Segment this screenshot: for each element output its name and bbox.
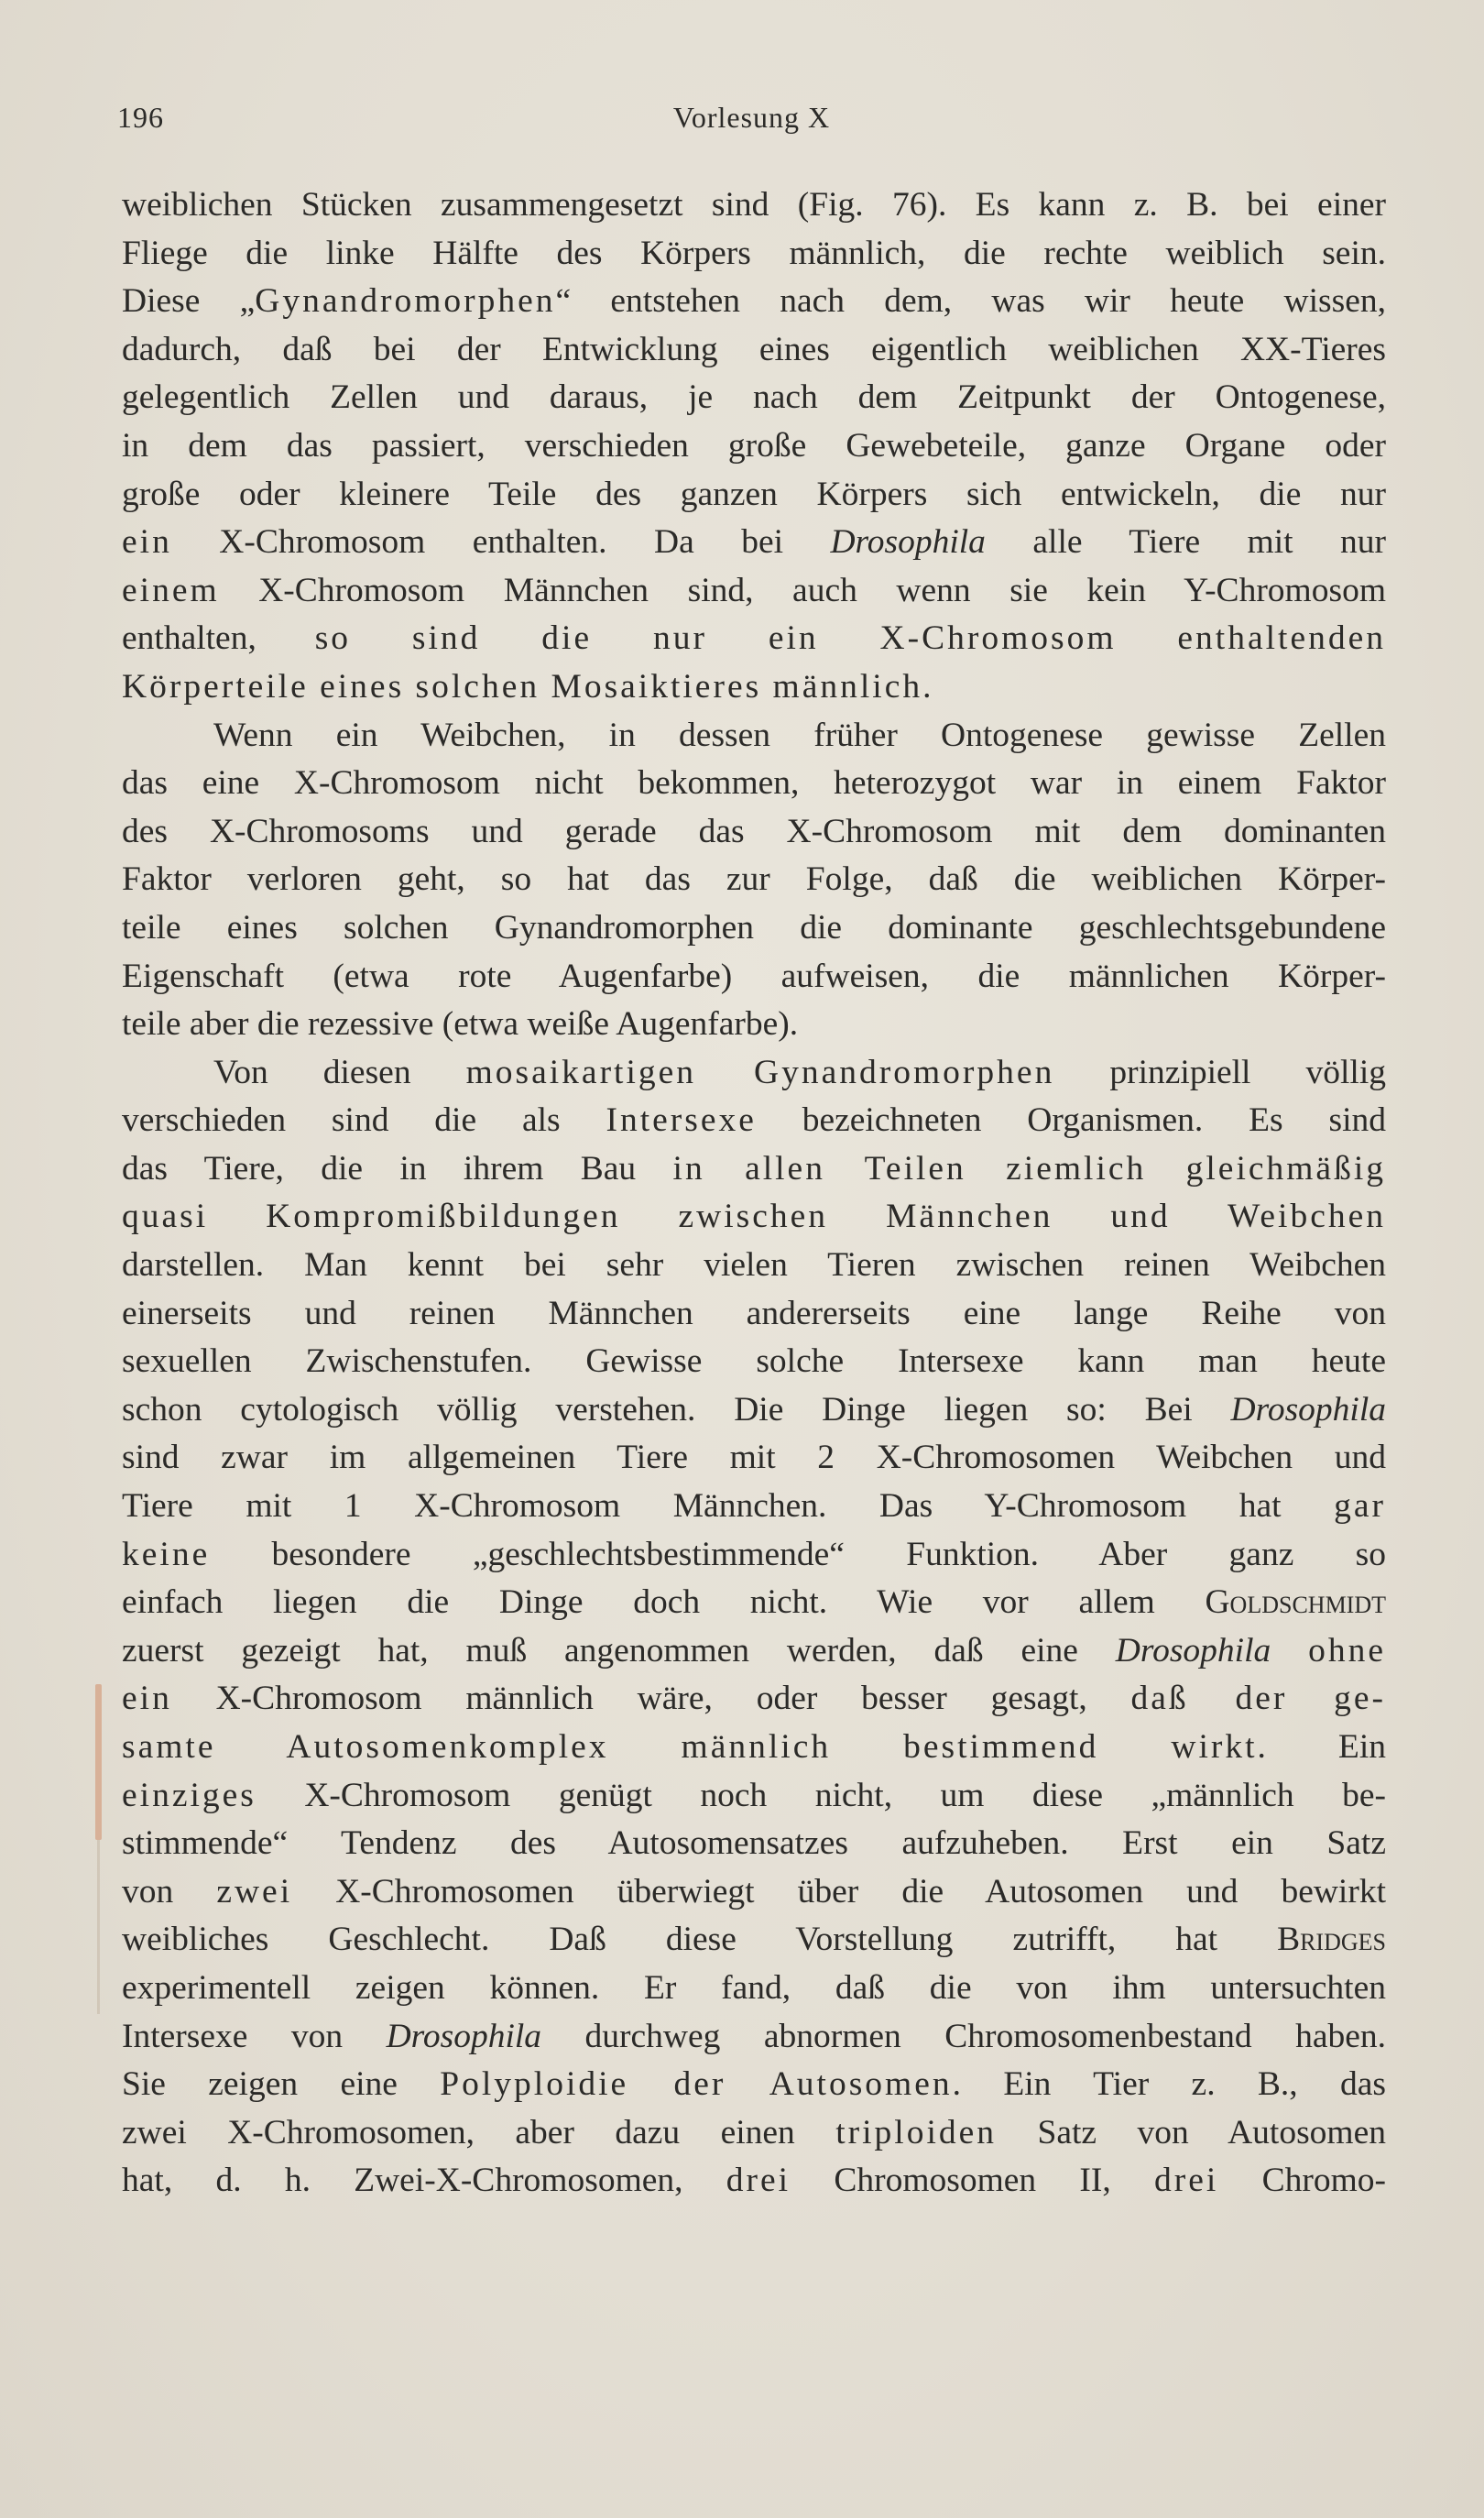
text-run: sind zwar im allgemeinen Tiere mit 2 X-Chromosomen Weibchen und — [122, 1439, 1386, 1477]
text-run: Eigenschaft (etwa rote Augenfarbe) aufweisen, die männlichen Körper- — [122, 957, 1386, 995]
text-line — [122, 181, 1386, 230]
text-line — [122, 904, 1386, 953]
text-line — [122, 1001, 1386, 1049]
text-run: bezeichneten Organismen. Es sind — [756, 1101, 1386, 1140]
text-run: “ entstehen nach dem, was wir heute wissen, — [555, 282, 1386, 321]
text-line — [122, 1531, 1386, 1580]
paragraph-gynandromorphs — [122, 181, 1386, 712]
author-name: Goldschmidt — [1205, 1583, 1386, 1622]
italic-term: Drosophila — [1230, 1390, 1386, 1429]
text-run: durchweg abnormen Chromosomenbestand haben. — [541, 2017, 1386, 2055]
text-run: enthalten, — [122, 619, 315, 658]
text-run: Intersexe von — [122, 2017, 387, 2055]
page-header — [117, 99, 1386, 136]
spaced-term: einziges — [122, 1776, 256, 1814]
text-line — [122, 1290, 1386, 1339]
text-run: hat, d. h. Zwei-X-Chromosomen, — [122, 2162, 726, 2200]
text-run: Wenn ein Weibchen, in dessen früher Ontogenese gewisse Zellen — [213, 716, 1386, 754]
text-run: von — [122, 1872, 217, 1910]
text-line — [122, 615, 1386, 663]
body-text — [122, 181, 1386, 2206]
text-line — [122, 1242, 1386, 1290]
spaced-term: keine — [122, 1535, 211, 1573]
text-run: einfach liegen die Dinge doch nicht. Wie vor allem — [122, 1583, 1206, 1622]
text-run: X-Chromosom enthalten. Da bei — [171, 523, 831, 562]
spaced-term: Körperteile eines solchen Mosaiktieres männlich. — [122, 667, 934, 706]
text-line — [122, 2013, 1386, 2062]
text-line — [122, 712, 1386, 761]
text-run: weiblichen Stücken zusammengesetzt sind (Fig. 76). Es kann z. B. bei einer — [122, 186, 1386, 224]
spaced-term: quasi Kompromißbildungen zwischen Männchen und Weibchen — [122, 1198, 1386, 1236]
text-run: X-Chromosomen überwiegt über die Autosomen und bewirkt — [292, 1872, 1386, 1910]
text-run: in dem das passiert, verschieden große Gewebeteile, ganze Organe oder — [122, 426, 1386, 465]
spaced-term: drei — [726, 2162, 791, 2200]
text-run: Chromo- — [1218, 2162, 1386, 2200]
text-line — [122, 2061, 1386, 2109]
text-run: darstellen. Man kennt bei sehr vielen Tieren zwischen reinen Weibchen — [122, 1246, 1386, 1285]
text-run: prinzipiell völlig — [1054, 1053, 1386, 1091]
text-run: verschieden sind die als — [122, 1101, 606, 1140]
spaced-term: samte Autosomenkomplex männlich bestimmend wirkt. — [122, 1728, 1269, 1766]
spaced-term: triploiden — [835, 2113, 998, 2151]
text-run: schon cytologisch völlig verstehen. Die Dinge liegen so: Bei — [122, 1390, 1231, 1429]
text-line — [122, 422, 1386, 471]
text-run: Chromosomen II, — [791, 2162, 1155, 2200]
text-line — [122, 1772, 1386, 1821]
margin-highlight-mark — [95, 1684, 102, 1840]
text-line — [122, 1675, 1386, 1724]
text-run: besondere „geschlechtsbestimmende“ Funktion. Aber ganz so — [210, 1535, 1386, 1573]
text-run: teile eines solchen Gynandromorphen die dominante geschlechtsgebundene — [122, 908, 1386, 947]
spaced-term: so sind die nur ein X-Chromosom enthaltenden — [314, 619, 1386, 658]
text-line — [122, 760, 1386, 808]
text-line — [122, 1338, 1386, 1386]
spaced-term: mosaikartigen Gynandromorphen — [465, 1053, 1055, 1091]
text-run: einerseits und reinen Männchen andererseits eine lange Reihe von — [122, 1294, 1386, 1332]
text-line — [122, 1916, 1386, 1965]
text-run: Satz von Autosomen — [997, 2113, 1386, 2151]
text-line — [122, 808, 1386, 857]
text-run: teile aber die rezessive (etwa weiße Augenfarbe). — [122, 1005, 799, 1044]
text-line — [122, 1145, 1386, 1194]
spaced-term: ein — [122, 1680, 172, 1718]
text-run: Faktor verloren geht, so hat das zur Folge, daß die weiblichen Körper- — [122, 860, 1386, 899]
paragraph-weibchen — [122, 712, 1386, 1049]
author-name: Bridges — [1277, 1921, 1386, 1959]
text-line — [122, 2109, 1386, 2158]
spaced-term: zwei — [216, 1872, 293, 1910]
text-line — [122, 1724, 1386, 1772]
spaced-term: ohne — [1308, 1631, 1386, 1670]
text-line — [122, 230, 1386, 279]
spaced-term: daß der ge- — [1130, 1680, 1386, 1718]
text-line — [122, 1193, 1386, 1242]
text-line — [122, 1627, 1386, 1676]
text-line — [122, 1820, 1386, 1868]
italic-term: Drosophila — [386, 2017, 542, 2055]
text-line — [122, 856, 1386, 904]
text-line — [122, 1483, 1386, 1531]
text-line — [122, 1097, 1386, 1145]
text-line — [122, 1434, 1386, 1483]
text-run: zuerst gezeigt hat, muß angenommen werden, daß eine — [122, 1631, 1116, 1670]
text-run: große oder kleinere Teile des ganzen Körpers sich entwickeln, die nur — [122, 475, 1386, 513]
text-run: X-Chromosom männlich wäre, oder besser gesagt, — [171, 1680, 1131, 1718]
text-line — [122, 1579, 1386, 1627]
spaced-term: Intersexe — [606, 1101, 757, 1140]
text-line — [122, 1965, 1386, 2013]
spaced-term: drei — [1154, 2162, 1219, 2200]
spaced-term: in allen Teilen ziemlich gleichmäßig — [672, 1149, 1386, 1188]
spaced-term: ein — [122, 523, 172, 562]
text-run — [1271, 1632, 1308, 1670]
text-run: X-Chromosom genügt noch nicht, um diese „männlich be- — [256, 1776, 1386, 1814]
text-line — [122, 1868, 1386, 1917]
text-line — [122, 953, 1386, 1002]
text-run: . Ein Tier z. B., das — [952, 2065, 1387, 2104]
text-line — [122, 471, 1386, 520]
text-run: experimentell zeigen können. Er fand, daß die von ihm untersuchten — [122, 1968, 1386, 2007]
spaced-term: Gynandromorphen — [255, 282, 556, 321]
text-run: Diese „ — [122, 282, 256, 321]
spaced-term: Polyploidie der Autosomen — [440, 2065, 953, 2104]
page-number: 196 — [117, 101, 164, 134]
text-line — [122, 567, 1386, 616]
spaced-term: gar — [1334, 1487, 1386, 1526]
text-run: Tiere mit 1 X-Chromosom Männchen. Das Y-Chromosom hat — [122, 1487, 1335, 1526]
text-run: zwei X-Chromosomen, aber dazu einen — [122, 2113, 836, 2151]
text-run: das Tiere, die in ihrem Bau — [122, 1149, 673, 1188]
text-line — [122, 1049, 1386, 1098]
text-run: Sie zeigen eine — [122, 2065, 441, 2104]
text-run: gelegentlich Zellen und daraus, je nach dem Zeitpunkt der Ontogenese, — [122, 378, 1386, 417]
italic-term: Drosophila — [1115, 1631, 1271, 1670]
text-run: weibliches Geschlecht. Daß diese Vorstellung zutrifft, hat — [122, 1921, 1278, 1959]
text-line — [122, 278, 1386, 326]
text-run: Fliege die linke Hälfte des Körpers männlich, die rechte weiblich sein. — [122, 234, 1386, 272]
paragraph-intersexe — [122, 1049, 1386, 2206]
spaced-term: einem — [122, 571, 220, 609]
text-run: Von diesen — [213, 1053, 466, 1091]
text-line — [122, 1386, 1386, 1435]
italic-term: Drosophila — [830, 523, 986, 562]
text-run: stimmende“ Tendenz des Autosomensatzes aufzuheben. Erst ein Satz — [122, 1824, 1386, 1863]
text-run: Ein — [1268, 1728, 1386, 1766]
text-run: dadurch, daß bei der Entwicklung eines eigentlich weiblichen XX-Tieres — [122, 330, 1386, 368]
text-run: X-Chromosom Männchen sind, auch wenn sie kein Y-Chromosom — [219, 571, 1386, 609]
margin-pencil-mark — [97, 1840, 100, 2014]
text-line — [122, 374, 1386, 422]
text-line — [122, 326, 1386, 375]
text-line — [122, 2157, 1386, 2206]
running-head: Vorlesung X — [672, 101, 831, 134]
text-line — [122, 663, 1386, 712]
text-run: des X-Chromosoms und gerade das X-Chromosom mit dem dominanten — [122, 812, 1386, 850]
text-run: sexuellen Zwischenstufen. Gewisse solche Intersexe kann man heute — [122, 1342, 1386, 1381]
text-run: das eine X-Chromosom nicht bekommen, heterozygot war in einem Faktor — [122, 764, 1386, 803]
text-line — [122, 519, 1386, 567]
text-run: alle Tiere mit nur — [985, 523, 1386, 562]
